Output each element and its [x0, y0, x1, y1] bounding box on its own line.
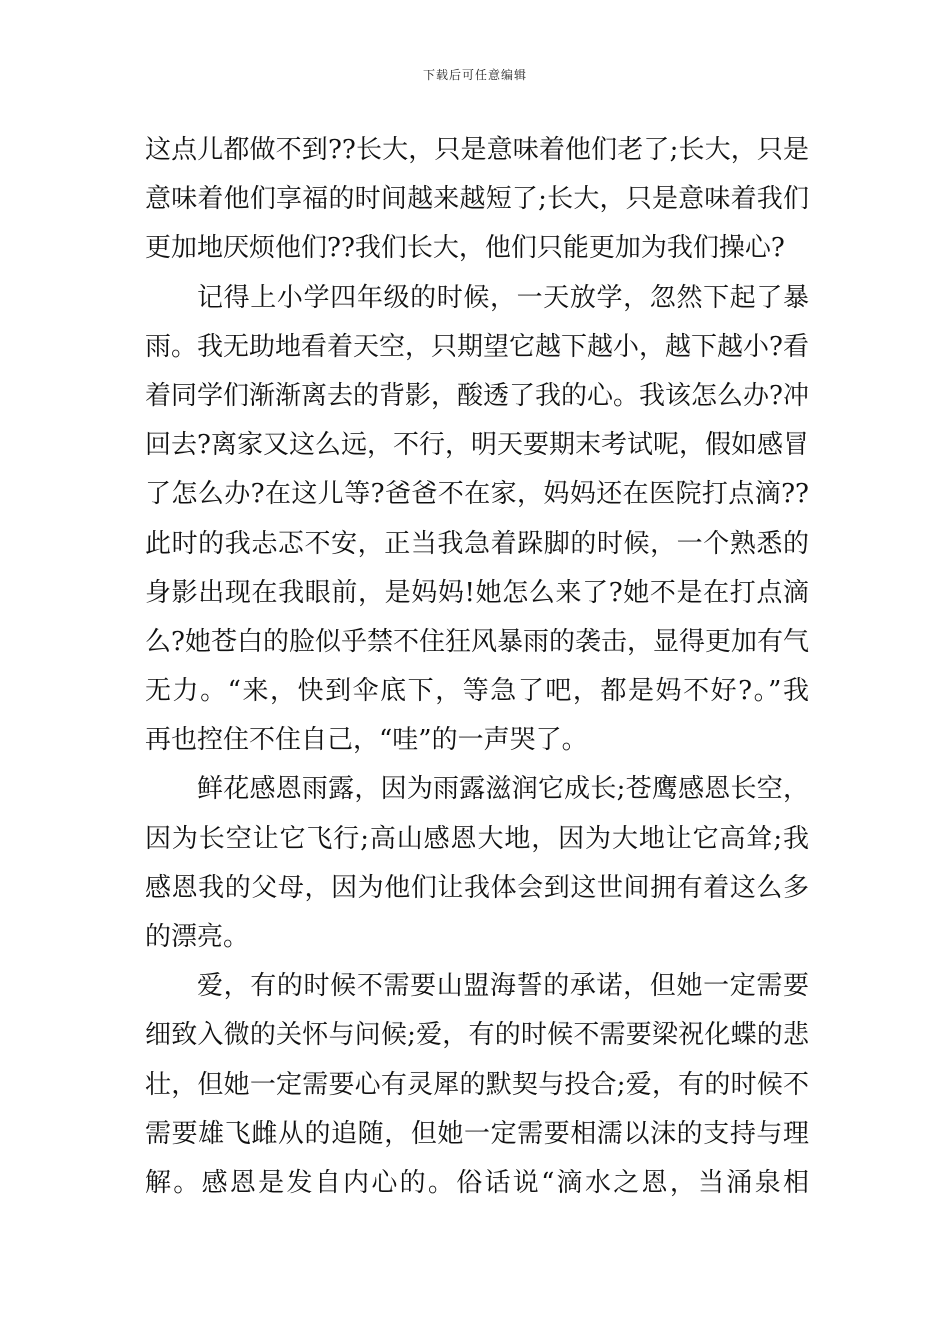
paragraph-2 [145, 274, 809, 766]
text-line: 雨。我无助地看着天空，只期望它越下越小，越下越小?看 [145, 331, 809, 362]
text-line: 身影出现在我眼前，是妈妈!她怎么来了?她不是在打点滴 [145, 577, 809, 608]
text-line: 着同学们渐渐离去的背影，酸透了我的心。我该怎么办?冲 [145, 380, 809, 411]
text-line: 壮，但她一定需要心有灵犀的默契与投合;爱，有的时候不 [145, 1069, 809, 1100]
text-line: 了怎么办?在这儿等?爸爸不在家，妈妈还在医院打点滴?? [145, 479, 809, 510]
text-line: 鲜花感恩雨露，因为雨露滋润它成长;苍鹰感恩长空， [197, 774, 809, 805]
paragraph-4 [145, 962, 809, 1208]
text-line: 再也控住不住自己，“哇”的一声哭了。 [145, 725, 588, 756]
text-line: 此时的我忐忑不安，正当我急着跺脚的时候，一个熟悉的 [145, 528, 809, 559]
text-line: 更加地厌烦他们??我们长大，他们只能更加为我们操心? [145, 233, 785, 264]
text-line: 因为长空让它飞行;高山感恩大地，因为大地让它高耸;我 [145, 823, 809, 854]
paragraph-3 [145, 765, 809, 962]
text-line: 的漂亮。 [145, 922, 250, 952]
paragraph-1 [145, 126, 809, 274]
text-line: 需要雄飞雌从的追随，但她一定需要相濡以沫的支持与理 [145, 1118, 809, 1149]
text-line: 这点儿都做不到??长大，只是意味着他们老了;长大，只是 [145, 135, 809, 165]
text-line: 无力。“来，快到伞底下，等急了吧，都是妈不好?。”我 [145, 676, 809, 707]
text-line: 么?她苍白的脸似乎禁不住狂风暴雨的袭击，显得更加有气 [145, 626, 809, 657]
text-line: 爱，有的时候不需要山盟海誓的承诺，但她一定需要 [197, 971, 809, 1002]
text-line: 解。感恩是发自内心的。俗话说“滴水之恩，当涌泉相 [145, 1167, 809, 1198]
page-header: 下载后可任意编辑 [422, 68, 527, 82]
text-line: 回去?离家又这么远，不行，明天要期末考试呢，假如感冒 [145, 430, 809, 461]
text-line: 感恩我的父母，因为他们让我体会到这世间拥有着这么多 [145, 872, 809, 903]
text-line: 记得上小学四年级的时候，一天放学，忽然下起了暴 [197, 282, 809, 313]
document-body [145, 126, 809, 1208]
text-line: 意味着他们享福的时间越来越短了;长大，只是意味着我们 [145, 184, 809, 215]
text-line: 细致入微的关怀与问候;爱，有的时候不需要梁祝化蝶的悲 [145, 1020, 809, 1051]
